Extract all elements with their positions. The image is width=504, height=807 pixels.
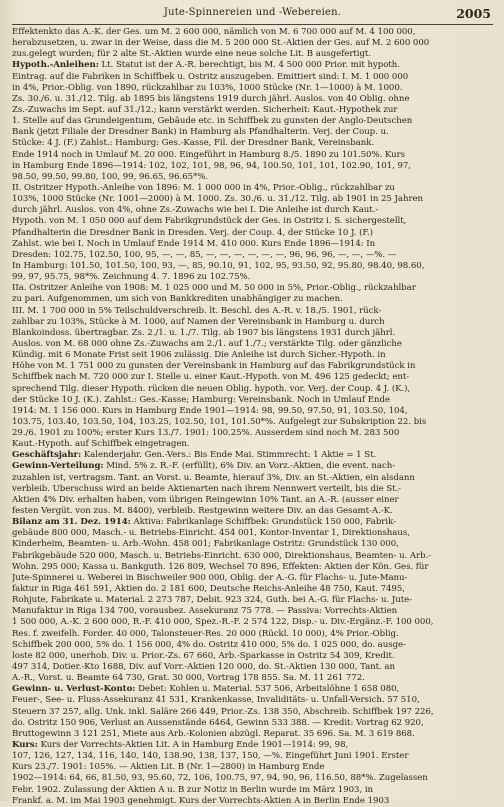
line-text: sprechend Tilg. dieser Hypoth. rücken die neuen Oblig. hypoth. vor. Verj. der Coup. 4 J. (K.), <box>12 383 411 394</box>
line-text: Zs. 30./6. u. 31./12. Tilg. ab 1895 bis längstens 1919 durch jährl. Auslos. von 40 Oblig. ohne <box>12 93 410 104</box>
line-text: durch jährl. Auslos. von 4%, ohne Zs.-Zuwachs wie bei I. Die Anleihe ist durch Kaut.- <box>12 205 379 216</box>
text-line <box>12 617 493 628</box>
text-line <box>12 94 493 105</box>
line-text: Zahlst. wie bei I. Noch in Umlauf Ende 1914 M. 410 000. Kurs Ende 1896—1914: In <box>12 238 376 249</box>
text-line <box>12 640 493 651</box>
line-text: Feuer-, See- u. Fluss-Assekuranz 41 531, Krankenkasse, Invaliditäts- u. Unfall-Versich. 57 510, <box>12 695 420 706</box>
line-text: Kurs 23./7. 1901: 105%. — Aktien Lit. B (Nr. 1—2800) in Hamburg Ende <box>12 762 325 773</box>
text-line <box>12 339 493 350</box>
text-line <box>12 127 493 138</box>
line-text: IIa. Ostritzer Anleihe von 1908: M. 1 025 000 und M. 50 000 in 5%, Prior.-Oblig., rückzahlbar <box>12 283 416 294</box>
text-line <box>12 506 493 517</box>
text-line <box>12 595 493 606</box>
section-heading: Gewinn- u. Verlust-Konto: <box>12 684 136 695</box>
line-text: 1902—1914: 64, 66, 81.50, 93, 95.60, 72, 106, 100.75, 97, 94, 90, 96, 116.50, 88*%. Zugelassen <box>12 773 428 784</box>
text-line <box>12 773 493 784</box>
text-line <box>12 785 493 796</box>
text-line <box>12 606 493 617</box>
line-text: 99, 97, 95.75, 98*%. Zeichnung 4. 7. 1896 zu 102.75%. <box>12 272 251 283</box>
line-text: III. M. 1 700 000 in 5% Teilschuldverschreib. lt. Beschl. des A.-R. v. 18./5. 1901, rück- <box>12 305 382 316</box>
line-text: 1914: M. 1 156 000. Kurs in Hamburg Ende 1901—1914: 98, 99.50, 97.50, 91, 103.50, 104, <box>12 405 408 416</box>
text-line <box>12 150 493 161</box>
text-line <box>12 751 493 762</box>
line-text: 98.50, 99.50, 99.80, 100, 99, 96.65, 96.65*%. <box>12 171 209 182</box>
text-line <box>12 239 493 250</box>
text-line <box>12 539 493 550</box>
line-text: verbleib. Überschuss wird an beide Aktienarten nach ihrem Nennwert verteilt, bis die St.- <box>12 483 402 494</box>
text-line <box>12 350 493 361</box>
text-line <box>12 328 493 339</box>
text-line <box>12 49 493 60</box>
text-line <box>12 384 493 395</box>
text-line <box>12 796 493 807</box>
text-line <box>12 161 493 172</box>
text-line <box>12 517 493 528</box>
text-line <box>12 216 493 227</box>
text-line <box>12 461 493 472</box>
line-text: Jute-Spinnerei u. Weberei in Bischweiler 900 000, Oblig. der A.-G. für Flachs- u. Jute-Manu- <box>12 572 408 583</box>
text-line <box>12 439 493 450</box>
text-line <box>12 395 493 406</box>
line-text: Wohn. 295 000; Kassa u. Bankguth. 126 809, Wechsel 70 896, Effekten: Aktien der Kön. Ges. für <box>12 561 429 572</box>
section-heading: Kurs: <box>12 740 38 750</box>
line-text: Steuern 37 257, allg. Unk. inkl. Saläre 266 449, Prior.-Zs. 138 350, Abschreib. Schiffbek 197 226, <box>12 706 434 717</box>
section-heading: Gewinn-Verteilung: <box>12 461 104 472</box>
line-text: zahlbar zu 103%, Stücke à M. 1000, auf Namen der Vereinsbank in Hamburg u. durch <box>12 316 385 327</box>
line-text: Lt. Statut ist der A.-R. berechtigt, bis M. 4 500 000 Prior. mit hypoth. <box>98 60 400 71</box>
line-text: zus.gelegt wurden; für 2 alte St.-Aktien wurde eine neue solche Lit. B ausgefertigt. <box>12 49 372 60</box>
line-text: 103.75, 103.40, 103.50, 104, 103.25, 102.50, 101, 101.50*%. Aufgelegt zur Subskription 22. bis <box>12 416 427 427</box>
section-heading: Bilanz am 31. Dez. 1914: <box>12 517 131 528</box>
text-line <box>12 60 493 71</box>
line-text: 29./6. 1901 zu 100%; erster Kurs 13./7. 1901: 100.25%. Ausserdem sind noch M. 283 500 <box>12 428 400 439</box>
text-line <box>12 695 493 706</box>
text-line <box>12 551 493 562</box>
line-text: Kündig. mit 6 Monate Frist seit 1906 zulässig. Die Anleihe ist durch Sicher.-Hypoth. in <box>12 350 386 361</box>
text-line <box>12 83 493 94</box>
line-text: 497 314, Dotier.-Kto 1688, Div. auf Vorr.-Aktien 120 000, do. St.-Aktien 130 000, Tant. an <box>12 662 395 673</box>
text-line <box>12 172 493 183</box>
text-line <box>12 629 493 640</box>
line-text: 103%, 1000 Stücke (Nr. 1001—2000) à M. 1000. Zs. 30./6. u. 31./12. Tilg. ab 1901 in 25 Jahren <box>12 194 424 205</box>
line-text: Frankf. a. M. im Mai 1903 genehmigt. Kurs der Vorrechts-Aktien A in Berlin Ende 1903 <box>12 795 390 806</box>
line-text: Mind. 5% z. R.-F. (erfüllt), 6% Div. an Vorz.-Aktien, die event. nach- <box>103 461 396 472</box>
text-line <box>12 116 493 127</box>
line-text: A.-R., Vorst. u. Beamte 64 730, Grat. 30 000, Vortrag 178 855. Sa. M. 11 261 772. <box>12 673 365 684</box>
line-text: Blankoindoss. übertragbar. Zs. 2./1. u. 1./7. Tilg. ab 1907 bis längstens 1931 durch jährl. <box>12 327 396 338</box>
text-line <box>12 261 493 272</box>
text-line <box>12 684 493 695</box>
line-text: 107, 126, 127, 134, 116, 140, 140, 138.90, 138, 137, 150, —%. Eingeführt Juni 1901. Erster <box>12 751 409 762</box>
text-line <box>12 584 493 595</box>
text-line <box>12 651 493 662</box>
text-line <box>12 194 493 205</box>
line-text: Effektenkto das A.-K. der Ges. um M. 2 600 000, nämlich von M. 6 700 000 auf M. 4 100 000, <box>12 27 416 37</box>
line-text: in 4%, Prior.-Oblig. von 1890, rückzahlbar zu 103%, 1000 Stücke (Nr. 1—1000) à M. 1000. <box>12 82 403 93</box>
text-line <box>12 662 493 673</box>
line-text: faktur in Riga 461 591, Aktien do. 2 181 600, Deutsche Reichs-Anleihe 48 750, Kaut. 7495, <box>12 584 405 595</box>
line-text: 1 500 000, A.-K. 2 600 000, R.-F. 410 000, Spez.-R.-F. 2 574 122, Disp.- u. Div.-Ergänz.-F. 100 000, <box>12 617 434 628</box>
text-line <box>12 250 493 261</box>
text-line <box>12 27 493 38</box>
line-text: Pfandhalterin die Dresdner Bank in Dresden. Verj. der Coup. 4, der Stücke 10 J. (F.) <box>12 227 373 238</box>
body-text <box>12 27 493 807</box>
line-text: Bruttogewinn 3 121 251, Miete aus Arb.-Kolonien abzügl. Reparat. 35 696. Sa. M. 3 619 868. <box>12 728 415 739</box>
line-text: Rohjute, Fabrikate u. Material. 2 273 787, Debit. 923 324, Guth. bei A.-G. für Flachs- u. Jute- <box>12 595 413 606</box>
text-line <box>12 729 493 740</box>
line-text: in Hamburg Ende 1896—1914: 102, 102, 101, 98, 96, 94, 100.50, 101, 101, 102.90, 101, 97, <box>12 160 411 171</box>
text-line <box>12 406 493 417</box>
text-line <box>12 740 493 751</box>
text-line <box>12 707 493 718</box>
line-text: Kinderheim, Beamten- u. Arb.-Wohn. 458 001; Fabrikanlage Ostritz: Grundstück 130 000, <box>12 539 399 550</box>
text-line <box>12 183 493 194</box>
text-line <box>12 272 493 283</box>
section-heading: Hypoth.-Anleihen: <box>12 60 99 71</box>
text-line <box>12 306 493 317</box>
text-line <box>12 72 493 83</box>
line-text: Stücke: 4 J. (F.) Zahlst.: Hamburg: Ges.-Kasse, Fil. der Dresdner Bank, Vereinsbank. <box>12 138 375 149</box>
text-line <box>12 361 493 372</box>
line-text: Aktien 4% Div. erhalten haben, vom übrigen Reingewinn 10% Tant. an A.-R. (ausser einer <box>12 494 399 505</box>
line-text: Zs.-Zuwachs im Sept. auf 31./12.; kann verstärkt werden. Sicherheit: Kaut.-Hypothek zur <box>12 104 398 115</box>
text-line <box>12 450 493 461</box>
page-number: 2005 <box>456 6 491 21</box>
line-text: loste 82 000, unerhob. Div. u. Prior.-Zs. 67 660, Arb.-Sparkasse in Ostritz 54 309, Kredit. <box>12 650 395 661</box>
text-line <box>12 762 493 773</box>
line-text: Manufaktur in Riga 134 700, vorausbez. Assekuranz 75 778. — Passiva: Vorrechts-Aktien <box>12 606 398 617</box>
text-line <box>12 484 493 495</box>
line-text: Auslos. von M. 68 000 ohne Zs.-Zuwachs am 2./1. auf 1./7.; verstärkte Tilg. oder gänzliche <box>12 338 402 349</box>
line-text: herabzusetzen, u. zwar in der Weise, dass die M. 5 200 000 St.-Aktien der Ges. auf M. 2 600 000 <box>12 38 430 49</box>
text-line <box>12 105 493 116</box>
line-text: II. Ostritzer Hypoth.-Anleihe von 1896: M. 1 000 000 in 4%, Prior.-Oblig., rückzahlbar zu <box>12 182 395 193</box>
line-text: Bank (jetzt Filiale der Dresdner Bank) in Hamburg als Pfandhalterin. Verj. der Coup. u. <box>12 127 389 138</box>
text-line <box>12 228 493 239</box>
text-line <box>12 283 493 294</box>
text-line <box>12 473 493 484</box>
line-text: gebäude 800 000, Masch.- u. Betriebs-Einricht. 454 001, Kontor-Inventar 1, Direktionshaus, <box>12 528 410 539</box>
header-rule <box>12 24 493 25</box>
text-line <box>12 528 493 539</box>
text-line <box>12 718 493 729</box>
text-line <box>12 138 493 149</box>
line-text: zuzahlen ist, vertragsm. Tant. an Vorst. u. Beamte, hierauf 3%, Div. an St.-Aktien, ein alsdann <box>12 472 415 483</box>
line-text: Fabrikgebäude 520 000, Masch. u. Betriebs-Einricht. 630 000, Direktionshaus, Beamten- u. Arb.- <box>12 550 432 561</box>
text-line <box>12 38 493 49</box>
text-line <box>12 417 493 428</box>
line-text: Kurs der Vorrechts-Aktien Lit. A in Hamburg Ende 1901—1914: 99, 98, <box>37 740 349 750</box>
text-line <box>12 673 493 684</box>
line-text: Hypoth. von M. 1 050 000 auf dem Fabrikgrundstück der Ges. in Ostritz i. S. sichergestellt, <box>12 216 407 227</box>
text-line <box>12 495 493 506</box>
line-text: Debet: Kohlen u. Material. 537 506, Arbeitslöhne 1 658 080, <box>135 684 400 695</box>
line-text: Dresden: 102.75, 102.50, 100, 95, —, —, 85, —, —, —, —, —, —, 96, 96, 96, —, —, —%. — <box>12 249 397 260</box>
text-line <box>12 562 493 573</box>
text-line <box>12 573 493 584</box>
line-text: Höhe von M. 1 751 000 zu gunsten der Vereinsbank in Hamburg auf das Fabrikgrundstück in <box>12 361 416 372</box>
line-text: 1. Stelle auf das Grundeigentum, Gebäude etc. in Schiffbek zu gunsten der Anglo-Deutschen <box>12 116 413 127</box>
line-text: Febr. 1902. Zulassung der Aktien A u. B zur Notiz in Berlin wurde im März 1903, in <box>12 784 374 795</box>
line-text: Kalenderjahr. Gen.-Vers.: Bis Ende Mai. Stimmrecht: 1 Aktie = 1 St. <box>81 450 377 461</box>
text-line <box>12 294 493 305</box>
line-text: der Stücke 10 J. (K.). Zahlst.: Ges.-Kasse; Hamburg: Vereinsbank. Noch in Umlauf Ende <box>12 394 390 405</box>
section-heading: Geschäftsjahr: <box>12 450 82 461</box>
text-line <box>12 372 493 383</box>
line-text: Schiffbek 200 000, 5% do. 1 156 000, 4% do. Ostritz 410 000, 5% do. 1 025 000, do. ausge- <box>12 639 406 650</box>
page-header <box>12 6 493 24</box>
text-line <box>12 428 493 439</box>
line-text: Aktiva: Fabrikanlage Schiffbek: Grundstück 150 000, Fabrik- <box>130 517 396 528</box>
line-text: festen Vergüt. von zus. M. 8400), verbleib. Restgewinn weitere Div. an das Gesamt-A.-K. <box>12 506 393 517</box>
line-text: Schiffbek nach M. 720 000 zur I. Stelle u. einer Kaut.-Hypoth. von M. 496 125 gedeckt; ent- <box>12 372 410 383</box>
line-text: Ende 1914 noch in Umlauf M. 20 000. Eingeführt in Hamburg 8./5. 1890 zu 101.50%. Kurs <box>12 149 406 160</box>
line-text: Res. f. zweifelh. Forder. 40 000, Talonsteuer-Res. 20 000 (Rückl. 10 000), 4% Prior.-Oblig. <box>12 628 399 639</box>
text-line <box>12 205 493 216</box>
line-text: zu pari. Aufgenommen, um sich von Bankkrediten unabhängiger zu machen. <box>12 294 343 305</box>
line-text: Kaut.-Hypoth. auf Schiffbek eingetragen. <box>12 439 190 450</box>
line-text: Eintrag. auf die Fabriken in Schiffbek u. Ostritz auszugeben. Emittiert sind: I. M. 1 000 000 <box>12 71 409 82</box>
line-text: do. Ostritz 150 906, Verlust an Aussenstände 6464, Gewinn 533 388. — Kredit: Vortrag 62 920, <box>12 717 424 728</box>
text-line <box>12 317 493 328</box>
running-head: Jute-Spinnereien und -Webereien. <box>163 7 342 18</box>
line-text: In Hamburg: 101.50, 101.50, 100, 93, —, 85, 90.10, 91, 102, 95, 93.50, 92, 95.80, 98.40, 98.60, <box>12 260 425 271</box>
